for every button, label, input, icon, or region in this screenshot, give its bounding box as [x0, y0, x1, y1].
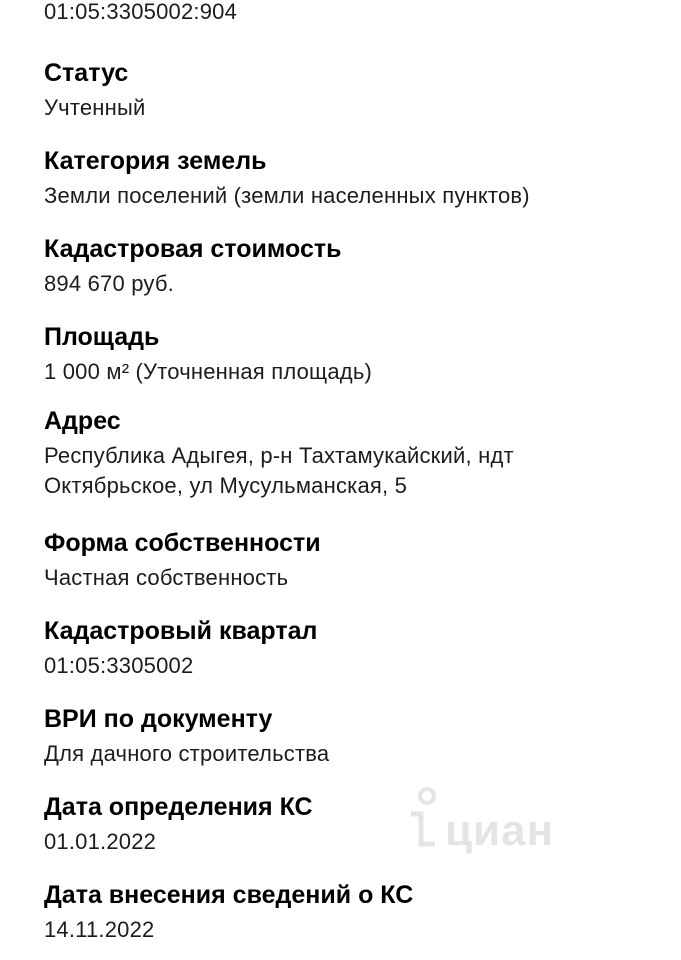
field-label: Кадастровая стоимость: [44, 235, 342, 263]
field-value: Учтенный: [44, 95, 146, 120]
field-label: Дата определения КС: [44, 793, 313, 821]
field-value: 14.11.2022: [44, 917, 155, 942]
field-value: Земли поселений (земли населенных пунктов): [44, 183, 530, 208]
field-permitted-use: [44, 704, 661, 769]
field-label: Дата внесения сведений о КС: [44, 881, 414, 909]
field-value: 1 000 м² (Уточненная площадь): [44, 359, 373, 384]
watermark-text: циан: [445, 806, 555, 855]
field-label: Кадастровый квартал: [44, 617, 318, 645]
field-cadastral-cost: [44, 234, 661, 299]
field-address: [44, 406, 661, 501]
field-cost-entry-date: [44, 880, 661, 945]
field-label: Форма собственности: [44, 529, 321, 557]
field-value: 01:05:3305002: [44, 653, 194, 678]
field-label: ВРИ по документу: [44, 705, 273, 733]
field-cadastral-quarter: [44, 616, 661, 681]
field-value: 894 670 руб.: [44, 271, 174, 296]
field-land-category: [44, 146, 661, 211]
cadastral-number-value: 01:05:3305002:904: [44, 0, 238, 24]
field-label: Статус: [44, 59, 129, 87]
cian-logo-icon: [405, 784, 441, 854]
field-label: Адрес: [44, 407, 121, 435]
field-value: Частная собственность: [44, 565, 289, 590]
field-value: Республика Адыгея, р-н Тахтамукайский, ндт Октябрьское, ул Мусульманская, 5: [44, 443, 514, 498]
field-area: [44, 322, 661, 387]
field-label: Площадь: [44, 323, 160, 351]
field-value: Для дачного строительства: [44, 741, 330, 766]
field-status: [44, 58, 661, 123]
field-ownership-form: [44, 528, 661, 593]
cian-watermark: [405, 782, 605, 862]
field-value: 01.01.2022: [44, 829, 157, 854]
field-label: Категория земель: [44, 147, 267, 175]
